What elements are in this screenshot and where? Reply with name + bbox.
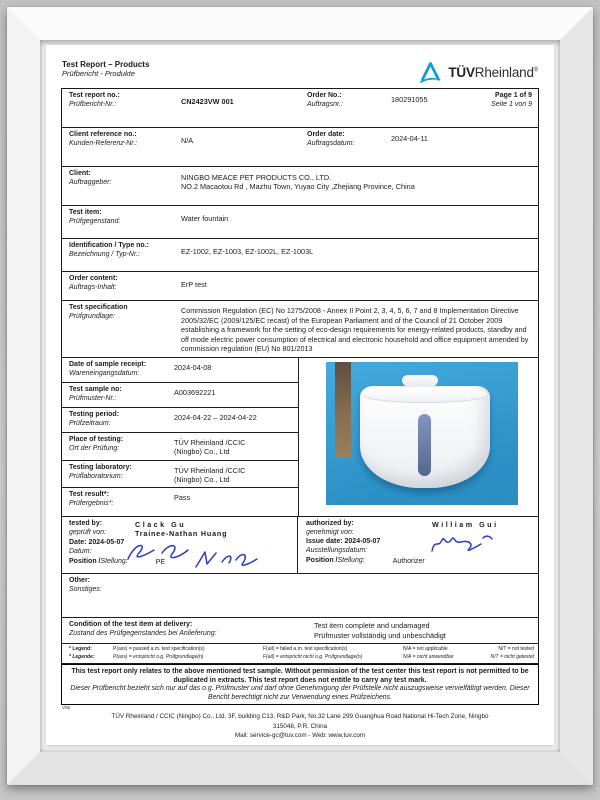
- sample-receipt-label-en: Date of sample receipt:: [69, 360, 147, 368]
- order-no-label-de: Auftragsnr.:: [307, 100, 343, 108]
- test-spec-label-de: Prüfgrundlage:: [69, 312, 115, 320]
- authorized-by-position-value: Authorizer: [392, 558, 425, 566]
- test-result-value: Pass: [174, 493, 191, 503]
- row-client-reference: [62, 128, 538, 167]
- test-result-label-en: Test result*:: [69, 491, 109, 499]
- order-content-label-de: Auftrags-Inhalt:: [69, 283, 117, 291]
- sample-receipt-value: 2024-04-08: [174, 362, 212, 372]
- test-report-page: [46, 45, 554, 745]
- client-value: [181, 170, 532, 202]
- tested-by-name-1: Clack Gu: [135, 520, 187, 530]
- test-report-no-label-de: Prüfbericht-Nr.:: [69, 100, 117, 108]
- footer-line-1: TÜV Rheinland / CCIC (Ningbo) Co., Ltd. 3F, building C13, R&D Park, No.32 Lane 299 Guanghua Road National Hi-Tech Zone, Ningbo: [111, 713, 489, 721]
- client-ref-label-de: Kunden-Referenz-Nr.:: [69, 139, 138, 147]
- row-sample-receipt: [62, 358, 298, 383]
- testing-lab-label-de: Prüflaboratorium:: [69, 472, 123, 480]
- issue-date-de: Ausstellungsdatum:: [306, 547, 368, 555]
- test-report-no-value: CN2423VW 001: [181, 97, 234, 106]
- condition-label-de: Zustand des Prüfgegenstandes bei Anlieferung:: [69, 630, 217, 638]
- page-indicator-de: Seite 1 von 9: [491, 100, 532, 108]
- authorized-by-block: authorized by: genehmigt von: William Gui Issue date: 2024-05-07 Ausstellungsdatum: Position / Stellung: Authorizer: [298, 517, 538, 573]
- test-spec-value: Commission Regulation (EC) No 1275/2008 - Annex II Point 2, 3, 4, 5, 6, 7 and 8 Implementation Directive 2005/32/EC (2009/125/EC recast) of the European Parliament and of the Council of 21 October 2009 establishing a framework for the setting of eco-design requirements for energy-related products, standby and off mode electric power consumption of electrical and electronic household and office equipment amended by commission regulation (EU) No 801/2013: [181, 306, 529, 354]
- report-title: [62, 60, 149, 78]
- other-label-de: Sonstiges:: [69, 586, 102, 594]
- notice-text-en: This test report only relates to the above mentioned test sample. Without permission of the test center this test report is not permitted to be duplicated in extracts. This test report does not entitle to carry any test mark.: [71, 668, 529, 685]
- fountain-water-window: [418, 414, 431, 476]
- row-test-result: [62, 488, 298, 516]
- identification-label-de: Bezeichnung / Typ-Nr.:: [69, 250, 140, 258]
- sample-details: [62, 358, 299, 516]
- water-fountain-product: [360, 386, 490, 488]
- legend: [62, 644, 538, 663]
- sample-photo-cell: [299, 358, 538, 516]
- tested-by-label-en: tested by:: [69, 520, 103, 528]
- sample-no-label-de: Prüfmuster-Nr.:: [69, 394, 117, 402]
- tested-by-position-value: PE: [155, 558, 166, 566]
- row-testing-laboratory: [62, 461, 298, 489]
- testing-lab-label-en: Testing laboratory:: [69, 463, 132, 471]
- row-test-report-no: [62, 89, 538, 128]
- client-address: NO.2 Macaotou Rd , Mazhu Town, Yuyao City ,Zhejiang Province, China: [181, 182, 415, 192]
- row-test-item: [62, 206, 538, 239]
- row-sample-no: [62, 383, 298, 408]
- row-sample-details-and-photo: [62, 358, 538, 517]
- testing-period-value: 2024-04-22 – 2024-04-22: [174, 412, 257, 422]
- row-signoff: [62, 517, 538, 574]
- tested-by-position-label: Position /: [69, 557, 101, 565]
- form-version: V06: [62, 705, 71, 711]
- notice-box: [61, 664, 539, 705]
- tuv-triangle-icon: [418, 61, 443, 83]
- legend-row-de: * Legende: P(ass) = entspricht o.g. Prüfgrundlage(n) F(ail) = entspricht nicht o.g. Prüfgrundlage(n) N/A = nicht anwendbar N/T = nicht getestet: [69, 653, 534, 660]
- footer-line-2: 315048, P.R. China: [272, 722, 328, 730]
- issue-date: Issue date: 2024-05-07: [306, 538, 381, 546]
- footer-address: [61, 712, 539, 740]
- sample-receipt-label-de: Wareneingangsdatum:: [69, 369, 140, 377]
- client-label-en: Client:: [69, 170, 91, 177]
- order-date-value: 2024-04-11: [391, 134, 428, 143]
- report-title-en: Test Report – Products: [62, 60, 150, 69]
- authorized-by-label-en: authorized by:: [306, 520, 354, 528]
- test-report-no-label-en: Test report no.:: [69, 92, 120, 99]
- authorized-by-name: William Gui: [432, 520, 499, 530]
- order-no-label-en: Order No.:: [307, 92, 342, 99]
- tested-by-date: Date: 2024-05-07: [69, 538, 125, 546]
- row-identification: [62, 239, 538, 272]
- tested-by-date-de: Datum:: [69, 547, 92, 555]
- authorized-by-label-de: genehmigt von:: [306, 529, 354, 537]
- fountain-lid: [363, 387, 487, 402]
- order-content-value: ErP test: [181, 280, 207, 289]
- client-label-de: Auftraggeber:: [69, 178, 112, 186]
- picture-frame: [7, 7, 593, 785]
- place-of-testing-label-de: Ort der Prüfung:: [69, 444, 120, 452]
- row-client: [62, 167, 538, 206]
- place-of-testing-value: TÜV Rheinland /CCIC (Ningbo) Co., Ltd: [174, 437, 246, 457]
- client-ref-label-en: Client reference no.:: [69, 131, 137, 138]
- testing-period-label-de: Prüfzeitraum:: [69, 419, 111, 427]
- other-label-en: Other:: [69, 577, 90, 585]
- identification-label-en: Identification / Type no.:: [69, 242, 149, 249]
- page-indicator-en: Page 1 of 9: [495, 92, 532, 99]
- condition-label-en: Condition of the test item at delivery:: [69, 621, 193, 629]
- place-of-testing-label-en: Place of testing:: [69, 435, 124, 443]
- report-info-table: [61, 88, 539, 664]
- tuv-rheinland-logo: [418, 61, 538, 83]
- row-condition: [62, 618, 538, 644]
- sample-no-value: A003692221: [174, 387, 216, 397]
- test-spec-label-en: Test specification: [69, 304, 128, 311]
- client-name: NINGBO MEACE PET PRODUCTS CO., LTD.: [181, 173, 332, 182]
- row-order-content: [62, 272, 538, 301]
- tested-by-label-de: geprüft von:: [69, 529, 106, 537]
- test-item-label-en: Test item:: [69, 209, 102, 216]
- notice-text-de: Dieser Prüfbericht bezieht sich nur auf das o.g. Prüfmuster und darf ohne Genehmigung der Prüfstelle nicht auszugsweise vervielfältigt werden. Dieser Bericht berechtigt nicht zur Verwendung eines Prüfzeichens.: [70, 685, 530, 702]
- legend-row-en: * Legend: P(ass) = passed a.m. test specification(s) F(ail) = failed a.m. test specification(s) N/A = not applicable N/T = not tested: [69, 646, 534, 653]
- row-testing-period: [62, 408, 298, 433]
- order-no-value: 180291055: [391, 95, 428, 104]
- tested-by-name-2: Trainee-Nathan Huang: [135, 529, 228, 539]
- footer-line-3: Mail: service-gc@tuv.com - Web: www.tuv.com: [234, 732, 366, 740]
- testing-period-label-en: Testing period:: [69, 410, 120, 418]
- row-test-specification: [62, 301, 538, 358]
- authorized-by-position-label: Position /: [306, 557, 338, 565]
- page-indicator: [479, 92, 532, 124]
- order-content-label-en: Order content:: [69, 275, 118, 282]
- tested-by-block: tested by: geprüft von: Clack Gu Trainee-Nathan Huang Date: 2024-05-07 Datum: Position / Stellung: PE: [62, 517, 298, 573]
- identification-value: EZ-1002, EZ-1003, EZ-1002L, EZ-1003L: [181, 247, 314, 256]
- test-item-label-de: Prüfgegenstand:: [69, 217, 121, 225]
- report-title-de: Prüfbericht - Produkte: [62, 69, 135, 78]
- client-ref-value: N/A: [181, 136, 194, 145]
- condition-value: Test item complete and undamaged Prüfmuster vollständig und unbeschädigt: [314, 621, 446, 640]
- testing-lab-value: TÜV Rheinland /CCIC (Ningbo) Co., Ltd: [174, 465, 246, 484]
- row-place-of-testing: [62, 433, 298, 461]
- order-date-label-de: Auftragsdatum:: [307, 139, 355, 147]
- test-item-value: Water fountain: [181, 214, 229, 223]
- wooden-board: [335, 362, 351, 458]
- test-result-label-de: Prüfergebnis*:: [69, 500, 114, 508]
- frame-mat: [40, 40, 560, 752]
- tuv-logo-text: TÜVRheinland®: [448, 64, 538, 80]
- sample-no-label-en: Test sample no:: [69, 385, 122, 393]
- test-sample-photo: [326, 362, 518, 505]
- report-header: [62, 60, 538, 83]
- order-date-label-en: Order date:: [307, 131, 345, 138]
- row-other: [62, 574, 538, 618]
